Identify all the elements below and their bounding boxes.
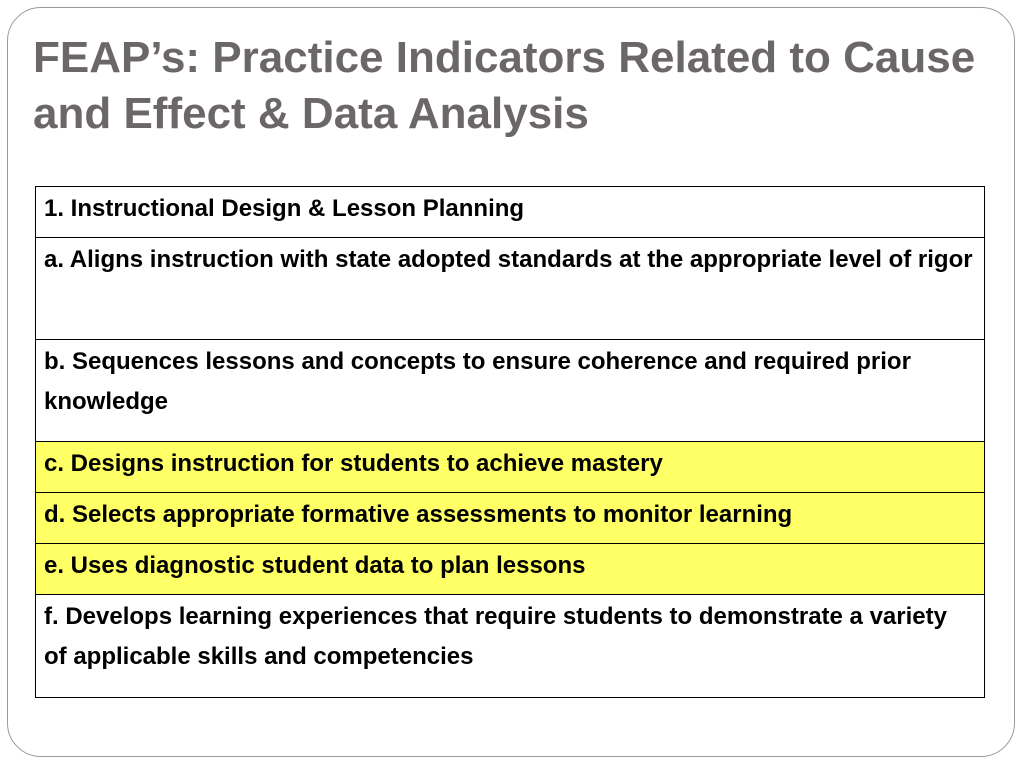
table-row xyxy=(36,187,985,238)
slide-title: FEAP’s: Practice Indicators Related to Cause and Effect & Data Analysis xyxy=(33,33,976,138)
table-row xyxy=(36,493,985,544)
table-cell-indicator-c: c. Designs instruction for students to achieve mastery xyxy=(36,442,985,493)
table-row xyxy=(36,595,985,698)
table-cell-indicator-e: e. Uses diagnostic student data to plan lessons xyxy=(36,544,985,595)
table-row xyxy=(36,340,985,442)
practice-indicators-table xyxy=(35,186,985,698)
table-row xyxy=(36,442,985,493)
table-cell-indicator-b: b. Sequences lessons and concepts to ensure coherence and required prior knowledge xyxy=(36,340,985,442)
table-cell-indicator-f: f. Develops learning experiences that require students to demonstrate a variety of applicable skills and competencies xyxy=(36,595,985,698)
table-cell-instructional-design-heading: 1. Instructional Design & Lesson Planning xyxy=(36,187,985,238)
table-row xyxy=(36,238,985,340)
table-cell-indicator-a: a. Aligns instruction with state adopted standards at the appropriate level of rigor xyxy=(36,238,985,340)
table-cell-indicator-d: d. Selects appropriate formative assessments to monitor learning xyxy=(36,493,985,544)
table-row xyxy=(36,544,985,595)
